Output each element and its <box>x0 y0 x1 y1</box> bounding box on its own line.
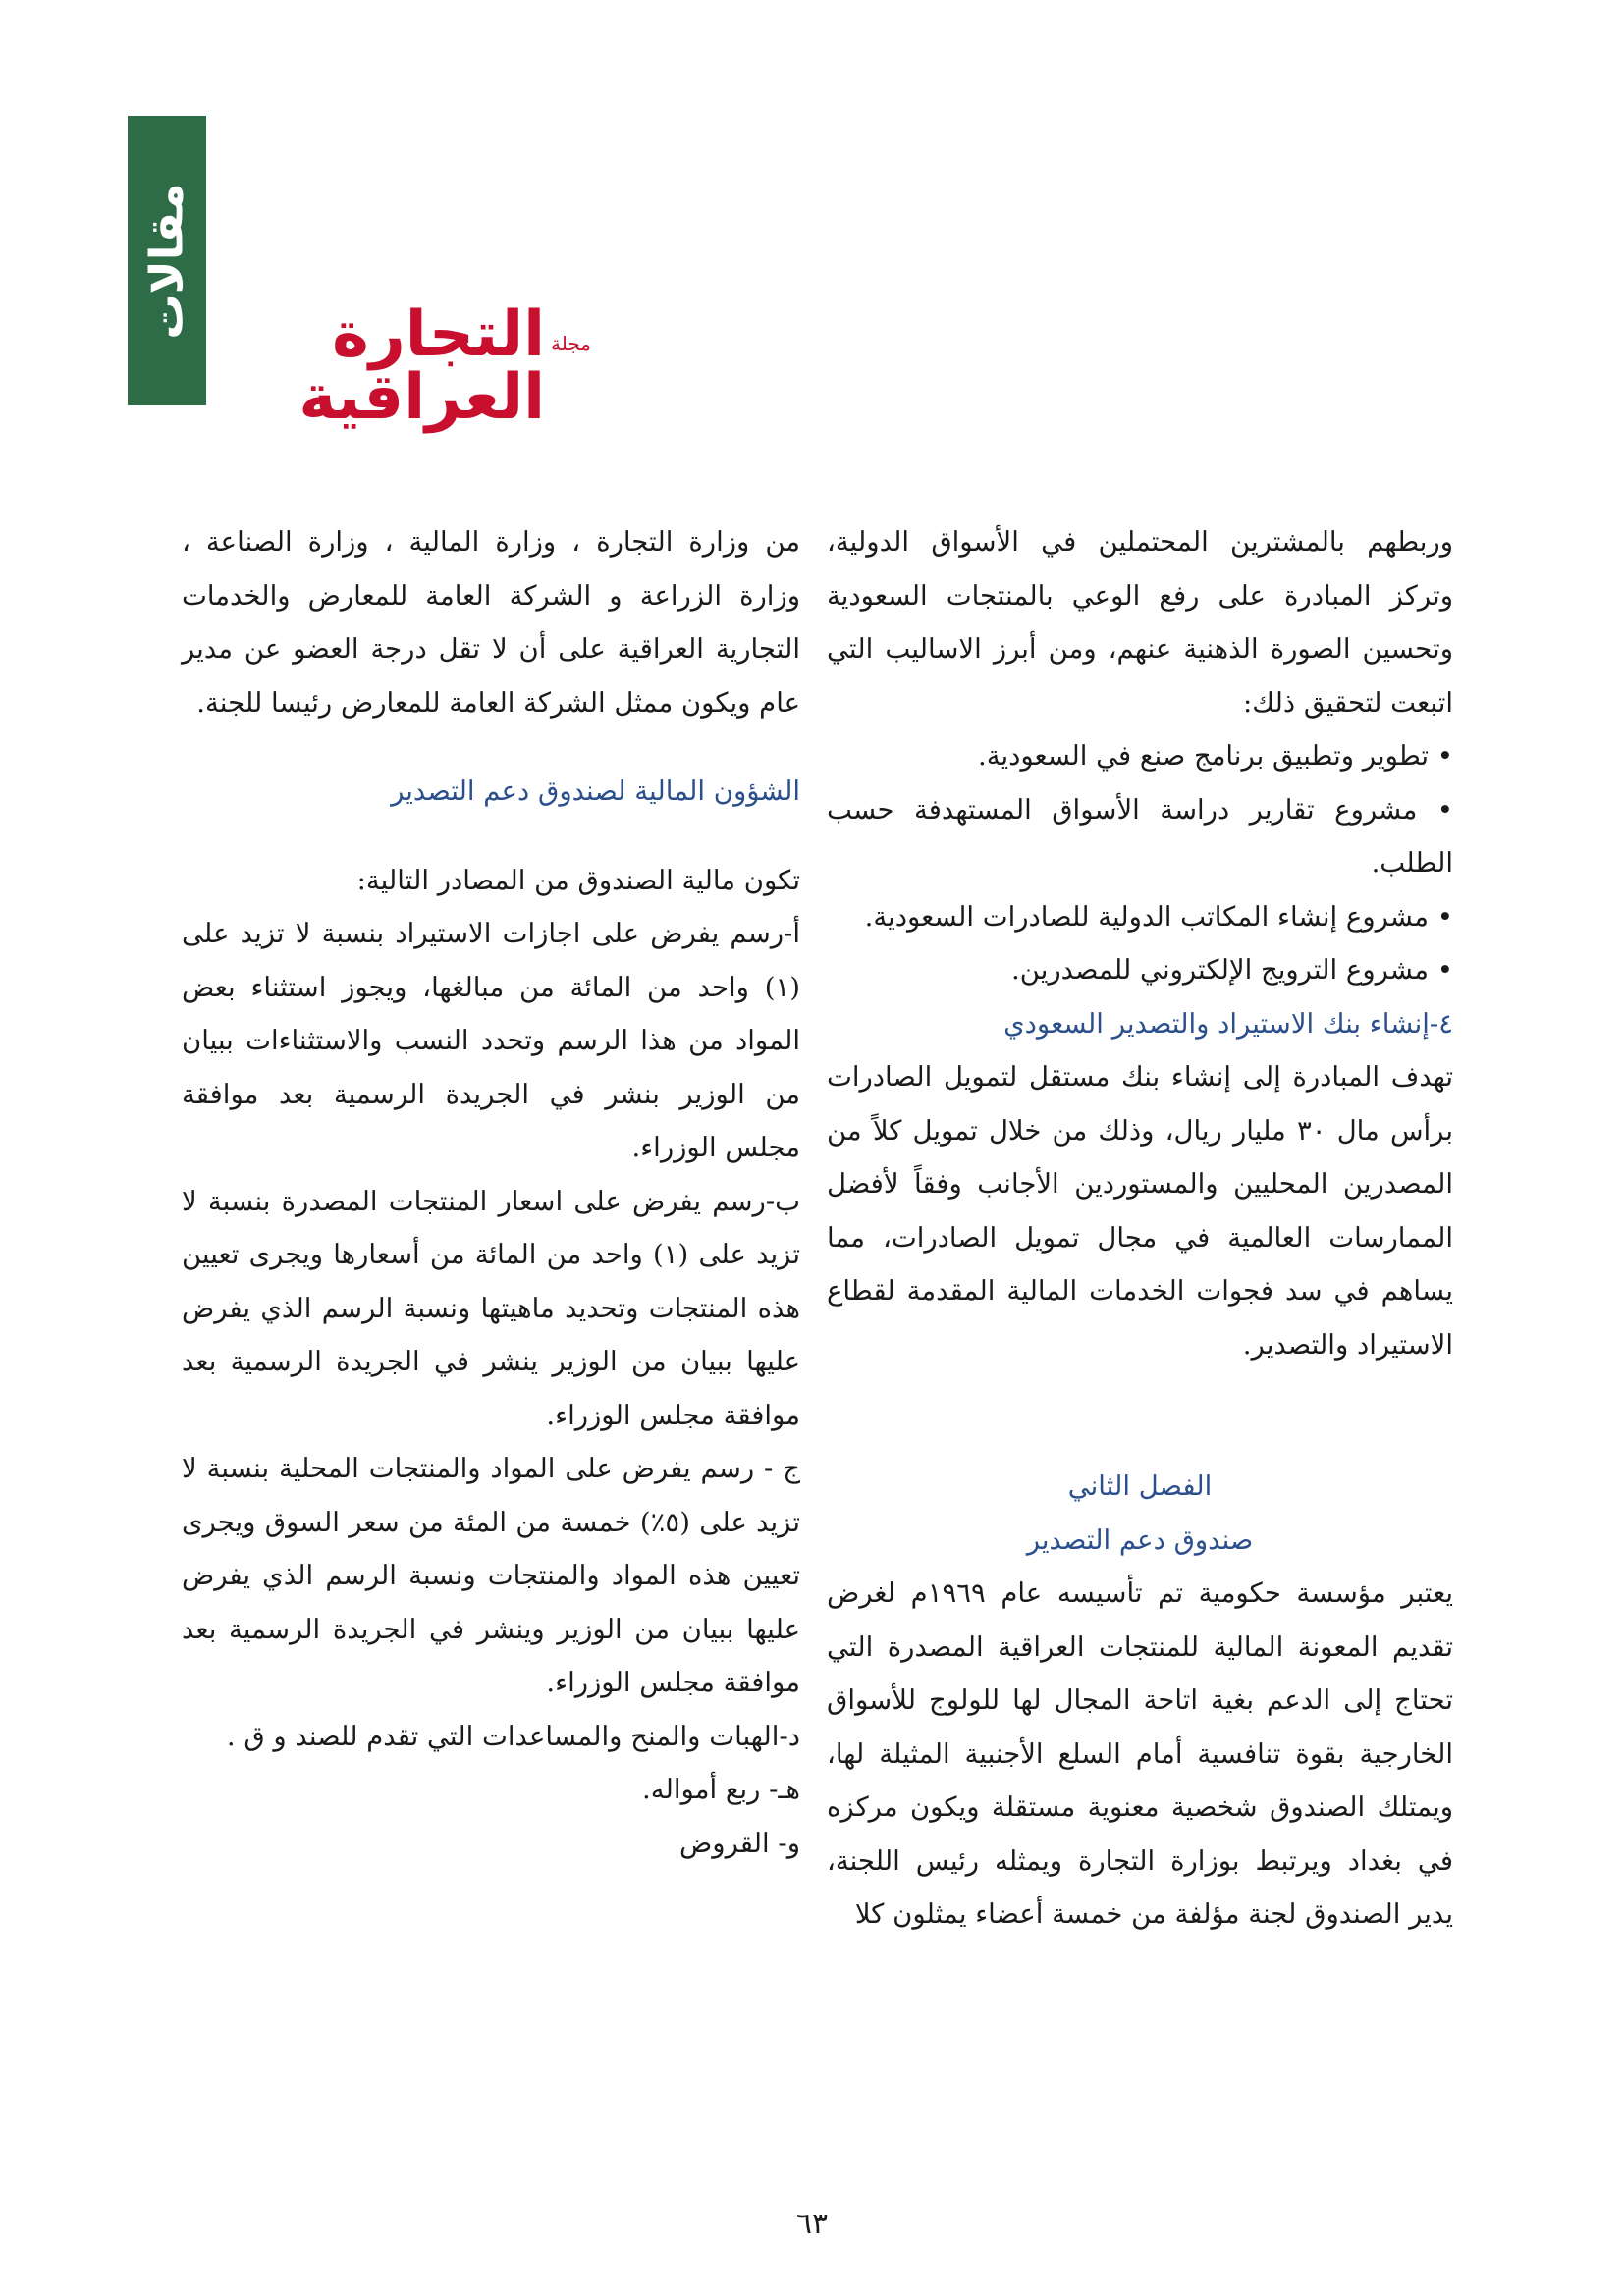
magazine-title: التجارة العراقية <box>298 298 546 434</box>
right-paragraph-2: تهدف المبادرة إلى إنشاء بنك مستقل لتمويل الصادرات برأس مال ٣٠ مليار ريال، وذلك من خلال تمويل كلاً من المصدرين المحليين والمستوردين الأجانب وفقاً لأفضل الممارسات العالمية في مجال تمويل الصادرات، مما يساهم في سد فجوات الخدمات المالية المقدمة لقطاع الاستيراد والتصدير. <box>827 1061 1454 1361</box>
finance-item-c: ج - رسم يفرض على المواد والمنتجات المحلية بنسبة لا تزيد على (٥٪) خمسة من المئة من سعر السوق ويجرى تعيين هذه المواد والمنتجات ونسبة الرسم الذي يفرض عليها ببيان من الوزير وينشر في الجريدة الرسمية بعد موافقة مجلس الوزراء. <box>182 1453 800 1698</box>
section-label: مقالات <box>140 182 193 340</box>
finance-heading: الشؤون المالية لصندوق دعم التصدير <box>391 775 800 807</box>
right-column <box>827 515 1453 1942</box>
left-column <box>182 515 800 1870</box>
section-heading-4: ٤-إنشاء بنك الاستيراد والتصدير السعودي <box>1003 1007 1453 1040</box>
bullet-item: • مشروع إنشاء المكاتب الدولية للصادرات السعودية. <box>864 900 1453 933</box>
finance-item-a: أ-رسم يفرض على اجازات الاستيراد بنسبة لا تزيد على (١) واحد من المائة من مبالغها، ويجوز استثناء بعض المواد من هذا الرسم وتحدد النسب والاستثناءات ببيان من الوزير بنشر في الجريدة الرسمية بعد موافقة مجلس الوزراء. <box>182 918 800 1163</box>
finance-intro: تكون مالية الصندوق من المصادر التالية: <box>356 864 800 896</box>
bullet-item: • مشروع الترويج الإلكتروني للمصدرين. <box>1011 954 1453 986</box>
bullet-item: • تطوير وتطبيق برنامج صنع في السعودية. <box>977 740 1453 772</box>
page-number: ٦٣ <box>795 2207 829 2241</box>
right-paragraph-3: يعتبر مؤسسة حكومية تم تأسيسه عام ١٩٦٩م لغرض تقديم المعونة المالية للمنتجات العراقية المصدرة التي تحتاج إلى الدعم بغية اتاحة المجال لها للولوج للأسواق الخارجية بقوة تنافسية أمام السلع الأجنبية المثيلة لها، ويمتلك الصندوق شخصية معنوية مستقلة ويكون مركزه في بغداد ويرتبط بوزارة التجارة ويمثله رئيس اللجنة، يدير الصندوق لجنة مؤلفة من خمسة أعضاء يمثلون كلا <box>827 1577 1453 1930</box>
finance-item-b: ب-رسم يفرض على اسعار المنتجات المصدرة بنسبة لا تزيد على (١) واحد من المائة من أسعارها ويجرى تعيين هذه المنتجات وتحديد ماهيتها ونسبة الرسم الذي يفرض عليها ببيان من الوزير ينشر في الجريدة الرسمية بعد موافقة مجلس الوزراء. <box>182 1185 801 1431</box>
bullet-item: • مشروع تقارير دراسة الأسواق المستهدفة حسب الطلب. <box>827 793 1453 879</box>
magazine-logo <box>208 298 591 434</box>
chapter-title: الفصل الثاني <box>1067 1470 1213 1502</box>
magazine-small-label: مجلة <box>551 332 591 355</box>
finance-item-f: و- القروض <box>679 1827 800 1859</box>
finance-item-e: هـ- ربع أمواله. <box>642 1774 800 1805</box>
right-paragraph-1: وربطهم بالمشترين المحتملين في الأسواق الدولية، وتركز المبادرة على رفع الوعي بالمنتجات السعودية وتحسين الصورة الذهنية عنهم، ومن أبرز الاساليب التي اتبعت لتحقيق ذلك: <box>827 526 1453 719</box>
chapter-subtitle: صندوق دعم التصدير <box>1026 1523 1254 1556</box>
section-label-wrap <box>128 116 206 405</box>
left-paragraph-1: من وزارة التجارة ، وزارة المالية ، وزارة الصناعة ، وزارة الزراعة و الشركة العامة للمعارض والخدمات التجارية العراقية على أن لا تقل درجة العضو عن مدير عام ويكون ممثل الشركة العامة للمعارض رئيسا للجنة. <box>182 526 800 719</box>
finance-item-d: د-الهبات والمنح والمساعدات التي تقدم للصند و ق . <box>226 1720 800 1752</box>
